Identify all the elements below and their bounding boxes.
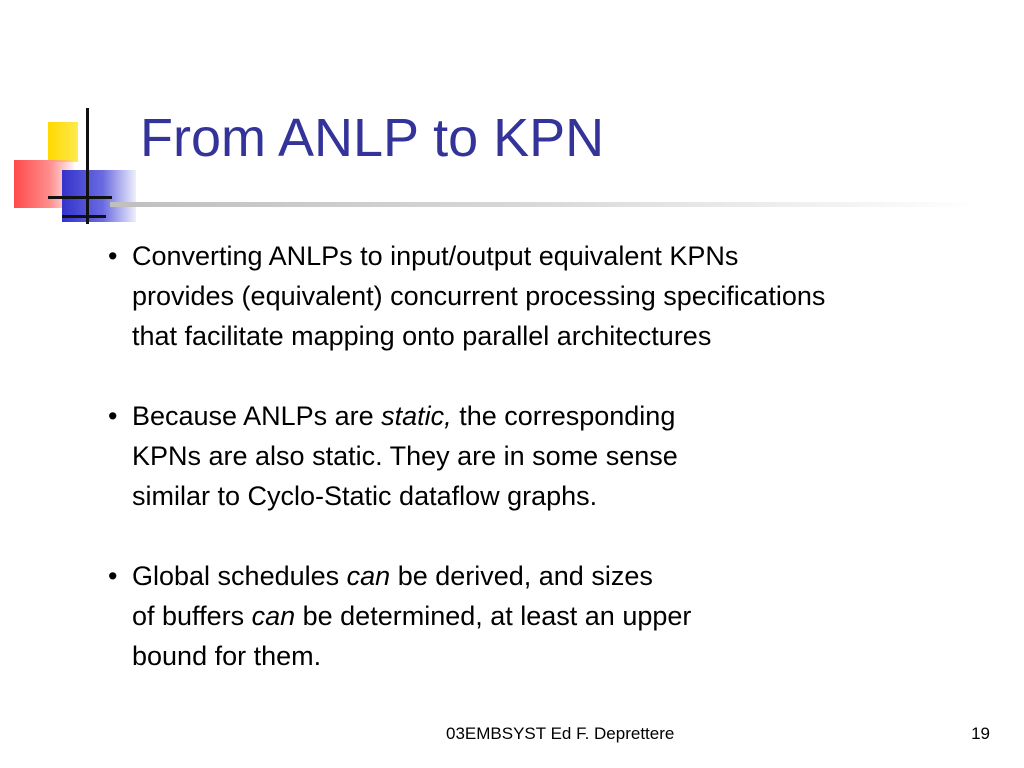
paragraph-3-line-2-post: be determined, at least an upper [295,601,692,631]
bullet-paragraph-2 [100,396,1015,516]
bullet-paragraph-3 [100,556,1015,676]
vertical-line-decoration [86,108,89,224]
bullet-paragraph-1 [100,236,1015,356]
paragraph-3-line-2-pre: of buffers [132,601,252,631]
slide-logo-decoration [0,0,140,230]
paragraph-2-line-1-post: the corresponding [451,401,676,431]
paragraph-2-emphasis: static, [381,401,452,431]
paragraph-1-line-2: provides (equivalent) concurrent processing specifications [132,281,826,311]
paragraph-3-line-2-emphasis: can [251,601,296,631]
paragraph-2-line-3: similar to Cyclo-Static dataflow graphs. [132,481,598,511]
title-divider [110,202,980,207]
yellow-square-decoration [48,122,78,162]
horizontal-line-decoration [48,196,112,199]
page-number: 19 [971,724,990,743]
paragraph-3-line-1-post: be derived, and sizes [390,561,653,591]
paragraph-3-emphasis: can [346,561,391,591]
paragraph-3-line-3: bound for them. [132,641,322,671]
bullet-glyph: • [108,241,118,271]
paragraph-3-line-1-pre: Global schedules [132,561,347,591]
slide-body [100,236,1015,716]
footer-course-label: 03EMBSYST Ed F. Deprettere [446,724,675,743]
bullet-glyph: • [108,561,118,591]
bullet-glyph: • [108,401,118,431]
paragraph-2-line-1-pre: Because ANLPs are [132,401,382,431]
paragraph-1-line-1: Converting ANLPs to input/output equivalent KPNs [132,241,739,271]
paragraph-1-line-3: that facilitate mapping onto parallel architectures [132,321,712,351]
slide-title: From ANLP to KPN [140,108,605,168]
paragraph-2-line-2: KPNs are also static. They are in some sense [132,441,678,471]
horizontal-line-decoration-lower [62,215,106,218]
